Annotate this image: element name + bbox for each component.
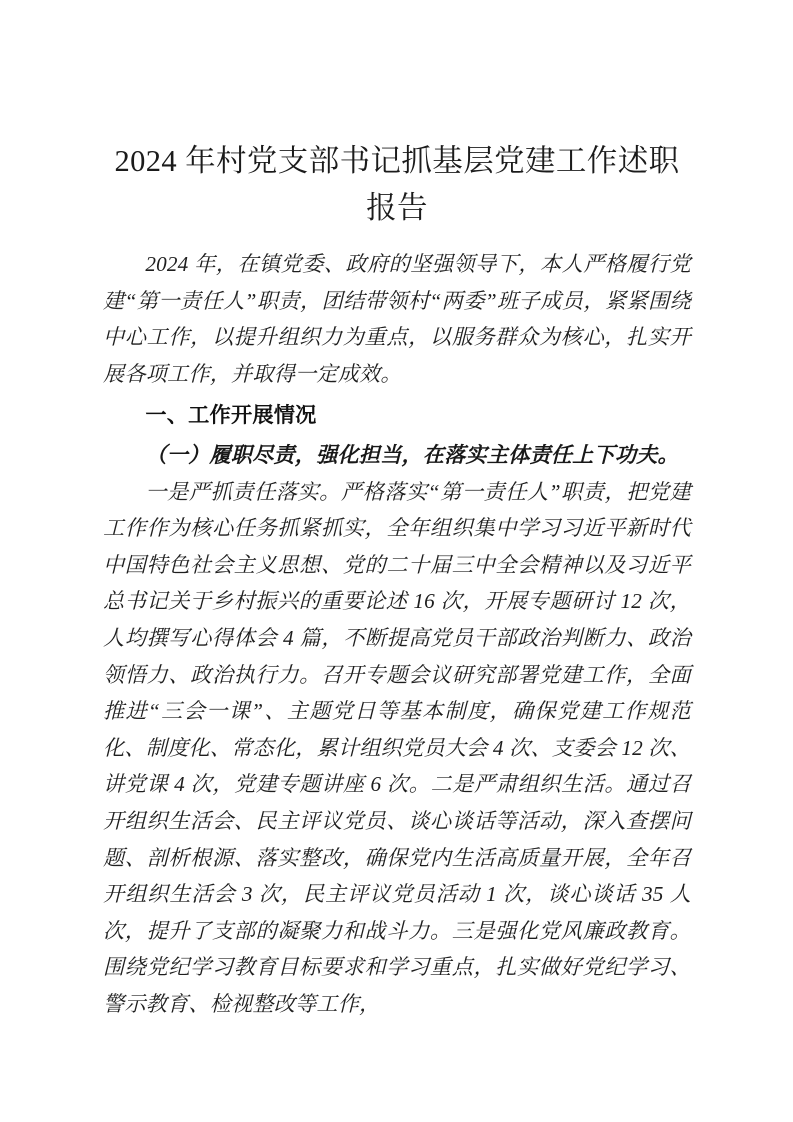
heading-section-one: 一、工作开展情况	[145, 404, 317, 428]
section-spacer	[103, 392, 691, 396]
page-content-area	[103, 0, 691, 1022]
heading-subsection-one-one: （一）履职尽责，强化担当，在落实主体责任上下功夫。	[145, 442, 679, 467]
page-title: 2024 年村党支部书记抓基层党建工作述职报告	[114, 144, 680, 225]
paragraph-opening: 2024 年，在镇党委、政府的坚强领导下，本人严格履行党建“第一责任人”职责，团结带领村“两委”班子成员，紧紧围绕中心工作，以提升组织力为重点，以服务群众为核心，扎实开展各项工作，并取得一定成效。	[103, 252, 691, 386]
paragraph-subsection-one-one-body: 一是严抓责任落实。严格落实“第一责任人”职责，把党建工作作为核心任务抓紧抓实，全年组织集中学习习近平新时代中国特色社会主义思想、党的二十届三中全会精神以及习近平总书记关于乡村振兴的重要论述 16 次，开展专题研讨 12 次，人均撰写心得体会 4 篇，不断提高党员干部政治判断力、政治领悟力、政治执行力。召开专题会议研究部署党建工作，全面推进“三会一课”、主题党日等基本制度，确保党建工作规范化、制度化、常态化，累计组织党员大会 4 次、支委会 12 次、讲党课 4 次，党建专题讲座 6 次。二是严肃组织生活。通过召开组织生活会、民主评议党员、谈心谈话等活动，深入查摆问题、剖析根源、落实整改，确保党内生活高质量开展，全年召开组织生活会 3 次，民主评议党员活动 1 次，谈心谈话 35 人次，提升了支部的凝聚力和战斗力。三是强化党风廉政教育。围绕党纪学习教育目标要求和学习重点，扎实做好党纪学习、警示教育、检视整改等工作，	[103, 479, 691, 1016]
